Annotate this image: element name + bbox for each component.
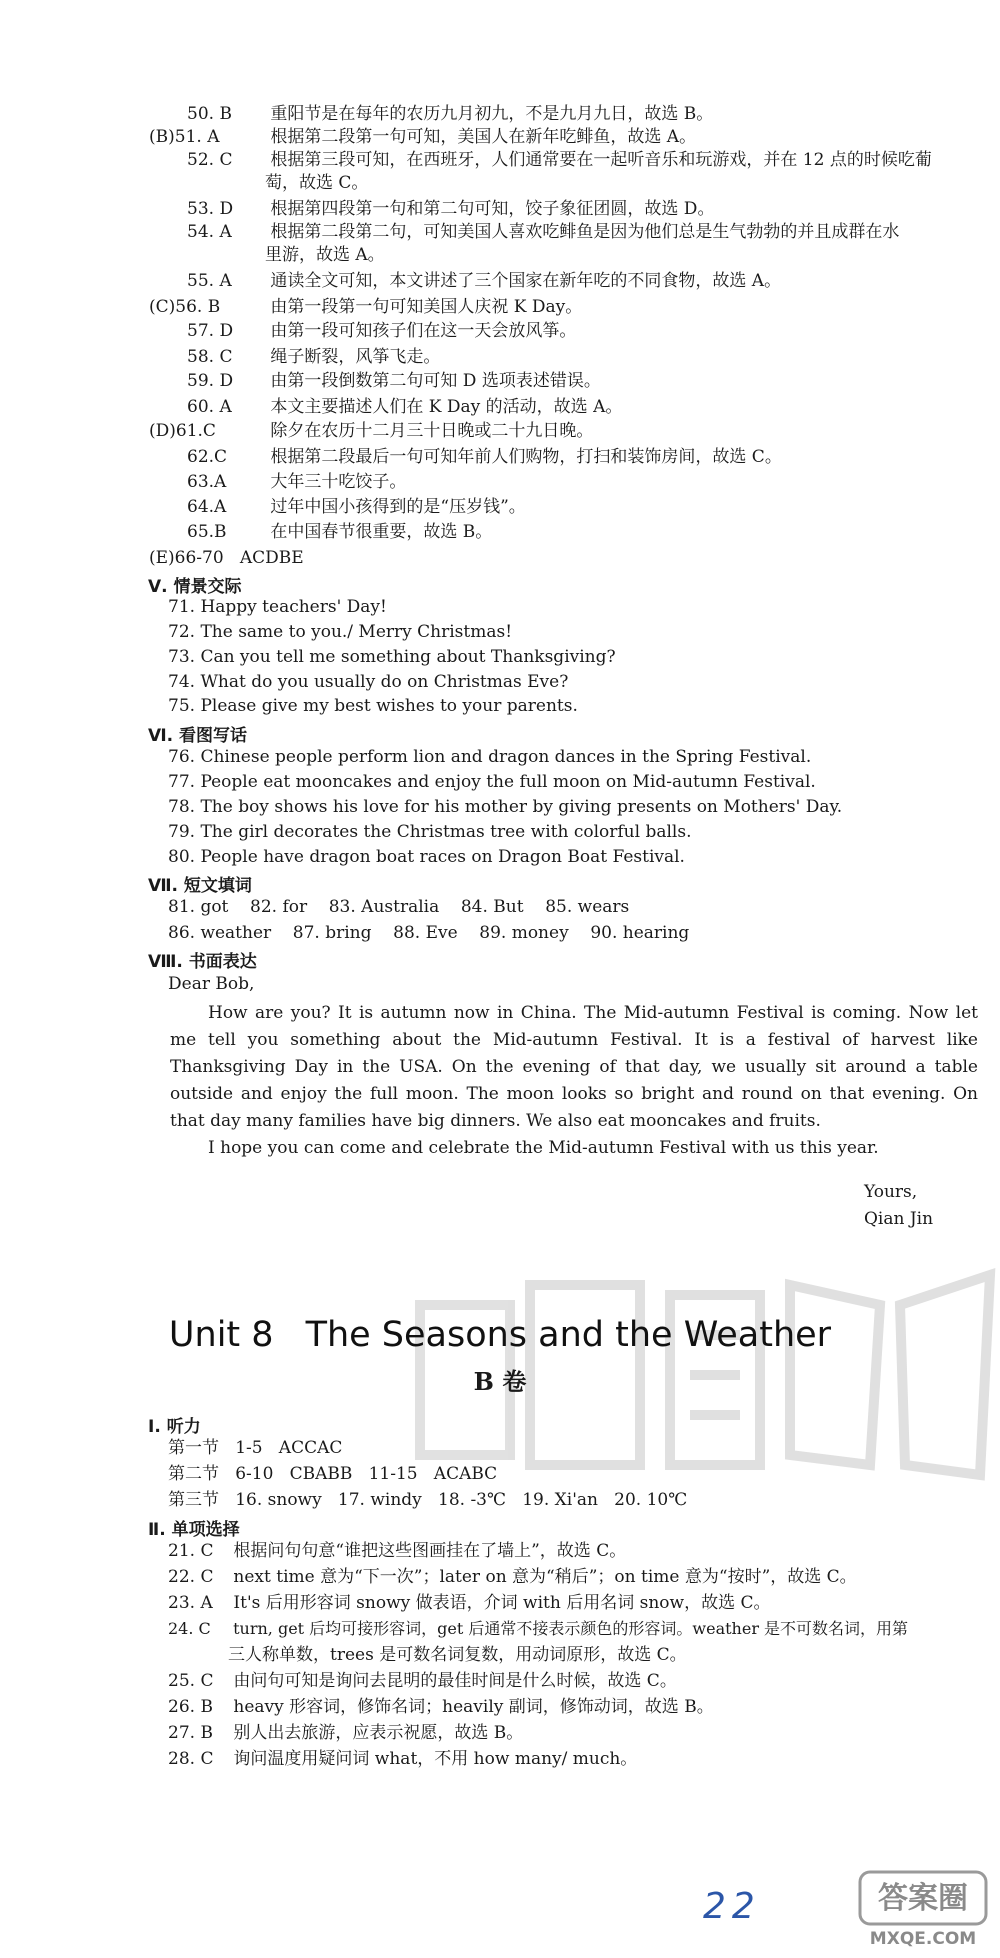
answer-number: 63.A: [187, 472, 227, 492]
answer-number: 65.B: [187, 522, 227, 542]
answer-explanation: 大年三十吃饺子。: [270, 472, 407, 492]
answer-number: 26. B: [168, 1697, 213, 1717]
answer-item: 75. Please give my best wishes to your parents.: [168, 696, 578, 716]
answer-row: 第三节 16. snowy 17. windy 18. -3℃ 19. Xi'an 20. 10℃: [168, 1490, 688, 1510]
page-number: 22: [703, 1886, 761, 1927]
answer-number: 62.C: [187, 447, 228, 467]
blank-answer: 84. But: [460, 897, 524, 917]
answer-item: [187, 103, 713, 125]
answer-explanation: 别人出去旅游，应表示祝愿，故选 B。: [233, 1723, 524, 1743]
answer-number: 58. C: [187, 347, 233, 367]
answer-number: 54. A: [187, 222, 232, 242]
answer-item: 76. Chinese people perform lion and dragon dances in the Spring Festival.: [168, 747, 812, 767]
answer-explanation: 在中国春节很重要，故选 B。: [270, 522, 493, 542]
section-heading: Ⅷ. 书面表达: [148, 952, 257, 972]
answer-item: [187, 320, 576, 342]
unit-name: The Seasons and the Weather: [305, 1315, 832, 1355]
blank-answer: 89. money: [479, 923, 569, 943]
answer-number: 21. C: [168, 1541, 214, 1561]
answer-item: [168, 1592, 770, 1614]
answer-item: (E)66-70 ACDBE: [149, 548, 304, 568]
answer-explanation: 根据问句句意“谁把这些图画挂在了墙上”，故选 C。: [233, 1541, 627, 1561]
answer-explanation: 根据第三段可知，在西班牙，人们通常要在一起听音乐和玩游戏，并在 12 点的时候吃葡: [270, 150, 932, 170]
answer-explanation: 根据第四段第一句和第二句可知，饺子象征团圆，故选 D。: [270, 199, 715, 219]
answer-number: 25. C: [168, 1671, 214, 1691]
answer-item: [187, 270, 781, 292]
answer-number: 64.A: [187, 497, 227, 517]
answer-item: [187, 149, 932, 171]
answer-explanation: 由第一段第一句可知美国人庆祝 K Day。: [270, 297, 583, 317]
blank-answer: 85. wears: [545, 897, 630, 917]
answer-item: 80. People have dragon boat races on Dragon Boat Festival.: [168, 847, 685, 867]
answer-explanation: 过年中国小孩得到的是“压岁钱”。: [270, 497, 526, 517]
answer-continuation: 三人称单数，trees 是可数名词复数，用动词原形，故选 C。: [228, 1645, 687, 1665]
section-heading: Ⅰ. 听力: [148, 1417, 201, 1437]
volume-title: B 卷: [473, 1367, 527, 1396]
letter-body: I hope you can come and celebrate the Mid-autumn Festival with us this year.: [208, 1138, 879, 1158]
answer-item: 74. What do you usually do on Christmas Eve?: [168, 672, 569, 692]
answer-row: 第一节 1-5 ACCAC: [168, 1438, 343, 1458]
answer-item: 79. The girl decorates the Christmas tree with colorful balls.: [168, 822, 692, 842]
answer-explanation: 重阳节是在每年的农历九月初九，不是九月九日，故选 B。: [270, 104, 714, 124]
section-heading: Ⅶ. 短文填词: [148, 876, 252, 896]
blank-answer: 88. Eve: [393, 923, 458, 943]
unit-number: Unit 8: [168, 1315, 274, 1355]
answer-item: [187, 346, 440, 368]
answer-item: [168, 1722, 523, 1744]
answer-number: 52. C: [187, 150, 233, 170]
answer-explanation: 除夕在农历十二月三十日晚或二十九日晚。: [270, 421, 594, 441]
answer-item: 73. Can you tell me something about Thanksgiving?: [168, 647, 616, 667]
answer-number: 22. C: [168, 1567, 214, 1587]
answer-item: [187, 198, 714, 220]
answer-number: (C)56. B: [149, 297, 221, 317]
unit-title: [0, 1313, 1000, 1357]
answer-number: 59. D: [187, 371, 234, 391]
answer-explanation: 本文主要描述人们在 K Day 的活动，故选 A。: [270, 397, 623, 417]
answer-item: [187, 496, 526, 518]
watermark-url: MXQE.COM: [869, 1929, 977, 1949]
answer-item: 71. Happy teachers' Day!: [168, 597, 387, 617]
answer-explanation: 根据第二段第一句可知，美国人在新年吃鲱鱼，故选 A。: [270, 127, 697, 147]
answer-number: 28. C: [168, 1749, 214, 1769]
answer-explanation: next time 意为“下一次”；later on 意为“稍后”；on time 意为“按时”，故选 C。: [233, 1567, 857, 1587]
letter-closing: Yours,: [864, 1182, 918, 1202]
answer-explanation: heavy 形容词，修饰名词；heavily 副词，修饰动词，故选 B。: [233, 1697, 714, 1717]
section-heading: Ⅴ. 情景交际: [148, 577, 242, 597]
answer-row: [168, 922, 689, 944]
answer-item: [187, 446, 782, 468]
answer-number: 27. B: [168, 1723, 213, 1743]
blank-answer: 83. Australia: [328, 897, 440, 917]
blank-answer: 81. got: [168, 897, 229, 917]
watermark-logo-text: 答案圈: [878, 1881, 968, 1916]
answer-number: 23. A: [168, 1593, 213, 1613]
section-heading: Ⅱ. 单项选择: [148, 1520, 240, 1540]
answer-explanation: 由第一段可知孩子们在这一天会放风筝。: [270, 321, 577, 341]
answer-item: [187, 370, 601, 392]
blank-answer: 86. weather: [168, 923, 272, 943]
answer-item: [168, 1670, 677, 1692]
answer-number: 55. A: [187, 271, 232, 291]
answer-explanation: 由问句可知是询问去昆明的最佳时间是什么时候，故选 C。: [233, 1671, 677, 1691]
blank-answer: 87. bring: [292, 923, 372, 943]
answer-explanation: 通读全文可知，本文讲述了三个国家在新年吃的不同食物，故选 A。: [270, 271, 782, 291]
watermark-logo: [858, 1868, 988, 1950]
answer-explanation: It's 后用形容词 snowy 做表语，介词 with 后用名词 snow，故选 C。: [233, 1593, 771, 1613]
answer-item: [168, 1618, 908, 1640]
answer-number: 50. B: [187, 104, 232, 124]
answer-item: [168, 1696, 714, 1718]
answer-continuation: 萄，故选 C。: [265, 173, 369, 193]
answer-number: (D)61.C: [149, 421, 216, 441]
blank-answer: 82. for: [250, 897, 308, 917]
answer-item: [187, 221, 899, 243]
letter-greeting: Dear Bob,: [168, 974, 255, 994]
answer-item: [168, 1748, 637, 1770]
answer-item: [187, 396, 622, 418]
answer-item: [149, 420, 593, 442]
letter-body: How are you? It is autumn now in China. The Mid-autumn Festival is coming. Now let me tell you something about the Mid-autumn Festival. It is a festival of harvest like Thanksgiving Day in the USA. On the evening of that day, we usually sit around a table outside and enjoy the full moon. The moon looks so bright and round on that evening. On that day many families have big dinners. We also eat mooncakes and fruits.: [170, 1003, 978, 1131]
answer-item: [187, 521, 492, 543]
answer-item: 78. The boy shows his love for his mother by giving presents on Mothers' Day.: [168, 797, 843, 817]
answer-explanation: 根据第二段第二句，可知美国人喜欢吃鲱鱼是因为他们总是生气勃勃的并且成群在水: [270, 222, 900, 242]
answer-number: 57. D: [187, 321, 234, 341]
answer-explanation: 询问温度用疑问词 what，不用 how many/ much。: [233, 1749, 638, 1769]
answer-item: [149, 126, 696, 148]
answer-item: [149, 296, 582, 318]
section-heading: Ⅵ. 看图写话: [148, 726, 248, 746]
answer-item: 77. People eat mooncakes and enjoy the full moon on Mid-autumn Festival.: [168, 772, 816, 792]
answer-item: [187, 471, 406, 493]
answer-continuation: 里游，故选 A。: [265, 245, 385, 265]
letter-signature: Qian Jin: [864, 1209, 934, 1229]
answer-item: [168, 1540, 626, 1562]
blank-answer: 90. hearing: [590, 923, 690, 943]
answer-item: [168, 1566, 857, 1588]
answer-item: 72. The same to you./ Merry Christmas!: [168, 622, 513, 642]
answer-explanation: 绳子断裂，风筝飞走。: [270, 347, 441, 367]
answer-number: 53. D: [187, 199, 234, 219]
answer-explanation: 根据第二段最后一句可知年前人们购物，打扫和装饰房间，故选 C。: [270, 447, 782, 467]
answer-number: 60. A: [187, 397, 232, 417]
answer-explanation: 由第一段倒数第二句可知 D 选项表述错误。: [270, 371, 601, 391]
answer-row: 第二节 6-10 CBABB 11-15 ACABC: [168, 1464, 498, 1484]
answer-number: (B)51. A: [149, 127, 220, 147]
answer-explanation: turn, get 后均可接形容词，get 后通常不接表示颜色的形容词。weather 是不可数名词，用第: [233, 1619, 909, 1638]
answer-number: 24. C: [168, 1619, 211, 1638]
answer-row: [168, 896, 629, 918]
